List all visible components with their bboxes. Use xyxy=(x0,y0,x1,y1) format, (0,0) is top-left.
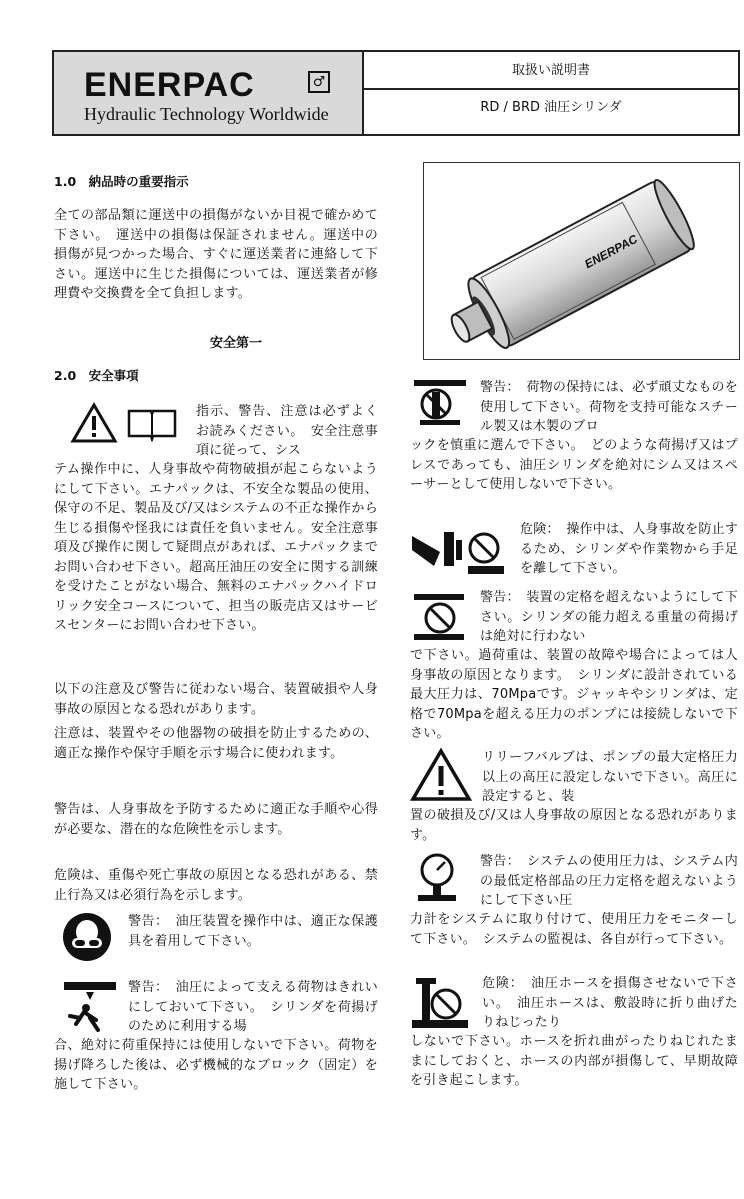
warning-rating-a: 警告： 装置の定格を超えないようにして下さい。シリンダの能力超える重量の荷揚げは絶対に行わない xyxy=(480,590,738,644)
section-2-title: 2.0 安全事項 xyxy=(54,368,139,383)
load-support-icon xyxy=(412,378,468,426)
document-header xyxy=(52,50,740,136)
warning-load-b: 合、絶対に荷重保持には使用しないで下さい。荷物を揚げ降ろした後は、必ず機械的なブロック（固定）を施して下さい。 xyxy=(54,1038,378,1092)
safety-first: 安全第一 xyxy=(209,336,262,351)
danger-hose-a: 危険： 油圧ホースを損傷させないで下さい。 油圧ホースは、敷設時に折り曲げたりねじったり xyxy=(482,976,738,1030)
brand-tagline: Hydraulic Technology Worldwide xyxy=(84,104,329,124)
danger-hose-b: しないで下さい。ホースを折れ曲がったりねじれたままにしておくと、ホースの内部が損傷して、早期故障を引き起こします。 xyxy=(410,1034,738,1088)
falling-load-icon xyxy=(62,980,118,1032)
hose-damage-icon xyxy=(410,976,470,1030)
relief-valve-a: リリーフバルブは、ポンプの最大定格圧力以上の高圧に設定しないで下さい。高圧に設定すると、装 xyxy=(482,750,738,804)
hand-crush-icon xyxy=(410,522,508,576)
section-2-intro-b: テム操作中に、人身事故や荷物破損が起こらないようにして下さい。エナパックは、不安全な製品の使用、保守の不足、製品及び/又はシステムの不正な操作から生じる損傷や怪我には責任を負いません。安全注意事項及び操作に関して疑問点があれば、エナパックまでお問い合わせ下さい。超高圧油圧の安全に関する訓練を受けたことがない場合、無料のエナパックハイドロリック安全コースについて、担当の販売店又はサービスセンターにお問い合わせ下さい。 xyxy=(54,462,378,633)
relief-valve-b: 置の破損及び/又は人身事故の原因となる恐れがあります。 xyxy=(410,808,738,843)
cylinder-illustration xyxy=(424,163,738,358)
caution-triangle-icon xyxy=(410,748,472,802)
paragraph-follow: 以下の注意及び警告に従わない場合、装置破損や人身事故の原因となる恐れがあります。 xyxy=(54,682,378,717)
section-1-title: 1.0 納品時の重要指示 xyxy=(54,174,189,189)
section-2-intro-a: 指示、警告、注意は必ずよくお読みください。 安全注意事項に従って、シス xyxy=(196,404,378,458)
paragraph-danger-definition: 危険は、重傷や死亡事故の原因となる恐れがある、禁止行為又は必須行為を示します。 xyxy=(54,868,378,903)
read-manual-icon xyxy=(126,406,178,442)
brand-mark-icon: ♂ xyxy=(308,71,330,93)
warning-goggles: 警告： 油圧装置を操作中は、適正な保護具を着用して下さい。 xyxy=(128,914,378,949)
warning-gauge-a: 警告： システムの使用圧力は、システム内の最低定格部品の圧力定格を超えないようにして下さい圧 xyxy=(480,854,738,908)
danger-hands: 危険： 操作中は、人身事故を防止するため、シリンダや作業物から手足を離して下さい。 xyxy=(520,522,738,576)
warning-support-b: ックを慎重に選んで下さい。 どのような荷揚げ又はプレスであっても、油圧シリンダを絶対にシム又はスペーサーとして使用しないで下さい。 xyxy=(410,438,738,492)
paragraph-caution-definition: 注意は、装置やその他器物の破損を防止するための、適正な操作や保守手順を示す場合に使われます。 xyxy=(54,726,378,761)
pressure-gauge-icon xyxy=(412,852,462,904)
paragraph-warning-definition: 警告は、人身事故を予防するために適正な手順や心得が必要な、潜在的な危険性を示します。 xyxy=(54,802,378,837)
warning-rating-b: で下さい。過荷重は、装置の故障や場合によっては人身事故の原因となります。 シリンダに設計されている最大圧力は、70Mpaです。ジャッキやシリンダは、定格で70Mpaを超える圧力のポンプには接続しないで下さい。 xyxy=(410,648,738,741)
safety-goggles-icon xyxy=(62,912,112,962)
brand-name: ENERPAC xyxy=(84,66,255,104)
section-1-body: 全ての部品類に運送中の損傷がないか目視で確かめて下さい。 運送中の損傷は保証されません。運送中の損傷が見つかった場合、すぐに運送業者に連絡して下さい。運送中に生じた損傷については、運送業者が修理費や交換費を全て負担します。 xyxy=(54,208,378,301)
warning-triangle-icon xyxy=(70,402,118,444)
cylinder-photo xyxy=(423,162,740,360)
enerpac-logo xyxy=(54,52,364,134)
product-title: RD / BRD 油圧シリンダ xyxy=(480,100,622,115)
doc-type: 取扱い説明書 xyxy=(364,52,738,90)
overload-icon xyxy=(410,592,468,642)
warning-support-a: 警告： 荷物の保持には、必ず頑丈なものを使用して下さい。荷物を支持可能なスチール製又は木製のブロ xyxy=(480,380,738,434)
warning-load-a: 警告： 油圧によって支える荷物はきれいにしておいて下さい。 シリンダを荷揚げのために利用する場 xyxy=(128,980,378,1034)
warning-gauge-b: 力計をシステムに取り付けて、使用圧力をモニターして下さい。 システムの監視は、各自が行って下さい。 xyxy=(410,912,738,947)
photo-brand-text: ENERPAC xyxy=(582,231,640,272)
